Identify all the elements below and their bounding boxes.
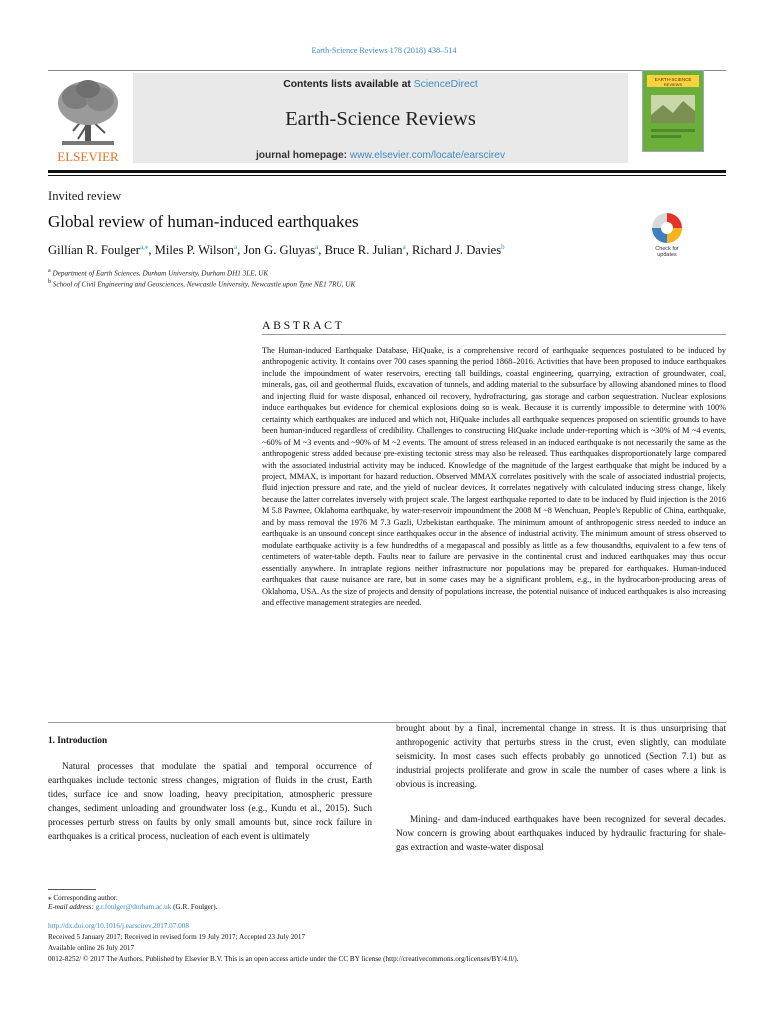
author-list <box>48 243 505 258</box>
affiliation-mark: a <box>48 268 51 274</box>
check-for-updates-badge[interactable] <box>646 211 688 263</box>
affiliation-text: Department of Earth Sciences, Durham University, Durham DH1 3LE, UK <box>52 269 269 278</box>
author-name[interactable]: Gillian R. Foulger <box>48 243 140 257</box>
affiliation-mark: b <box>48 279 51 285</box>
author-separator: , <box>405 243 412 257</box>
available-online: Available online 26 July 2017 <box>48 944 135 952</box>
received-dates: Received 5 January 2017; Received in revised form 19 July 2017; Accepted 23 July 2017 <box>48 933 306 941</box>
cover-subtitle: REVIEWS <box>663 82 683 87</box>
author-separator: , <box>318 243 325 257</box>
journal-title: Earth-Science Reviews <box>285 108 476 130</box>
header-thick-rule <box>48 170 726 173</box>
abstract-text: The Human-induced Earthquake Database, HiQuake, is a comprehensive record of earthquake sequences postulated to be induced by anthropogenic activity. It contains over 700 cases spanning the period 1868–2016. Activities that have been proposed to induce earthquakes include the impoundment of water reservoirs, erecting tall buildings, coastal engineering, quarrying, extraction of groundwater, coal, minerals, gas, oil and geothermal fluids, excavation of tunnels, and adding material to the subsurface by allowing abandoned mines to flood and injecting fluid for waste disposal, enhanced oil recovery, hydrofracturing, gas storage and carbon sequestration. Nuclear explosions induce earthquakes but evidence for chemical explosions doing so is weak. Because it is currently impossible to determine with 100% certainty which earthquakes are induced and which not, HiQuake includes all earthquake sequences proposed on scientific grounds to have been human-induced regardless of credibility. Challenges to constructing HiQuake include under-reporting which is ~30% of M ~4 events, ~60% of M ~3 events and ~90% of M ~2 events. The amount of stress released in an induced earthquake is not necessarily the same as the anthropogenic stress added because pre-existing tectonic stress may also be released. Thus earthquakes disproportionately large compared with the associated industrial activity may be induced. Knowledge of the magnitude of the largest earthquake that might be induced by a project, MMAX, is important for hazard reduction. Observed MMAX correlates positively with the scale of associated industrial projects, fluid injection pressure and rate, and the yield of nuclear devices. It correlates negatively with calculated inducing stress change, likely because the latter correlates inversely with project scale. The largest earthquake reported to date to be induced by fluid injection is the 2016 M 5.8 Pawnee, Oklahoma earthquake, by water-reservoir impoundment the 2008 M ~8 Wenchuan, People's Republic of China, earthquake, and by mass removal the 1976 M 7.3 Gazli, Uzbekistan earthquake. The minimum amount of anthropogenic stress needed to induce an earthquake is an unsound concept since earthquakes occur in the absence of industrial activity. The minimum amount of stress observed to modulate earthquake activity is a few hundredths of a megapascal and possibly as little as a few thousandths, equivalent to a few tens of centimeters of water-table depth. Faults near to failure are pervasive in the continental crust and induced earthquakes may thus occur essentially anywhere. In intraplate regions neither infrastructure nor populations may be prepared for earthquakes. Human-induced earthquakes that cause nuisance are rare, but in some cases may be a significant problem, e.g., in the hydrocarbon-producing areas of Oklahoma, USA. As the size of projects and density of populations increase, the potential nuisance of induced earthquakes is also increasing and effective management strategies are needed. <box>262 346 726 607</box>
footnote-rule <box>48 889 96 890</box>
homepage-prefix: journal homepage: <box>255 150 350 161</box>
section-heading-introduction: 1. Introduction <box>48 735 108 745</box>
author-affiliation-mark[interactable]: a <box>315 242 319 251</box>
affiliation-text: School of Civil Engineering and Geosciences, Newcastle University, Newcastle upon Tyne NE1 7RU, UK <box>52 280 356 289</box>
body-column-2-paragraph-1: brought about by a final, incremental change in stress. It is thus unsurprising that anthropogenic activity that perturbs stress in the crust, even slightly, can modulate seismicity. In most cases such effects probably go unnoticed (Section 7.1) but as industrial projects proliferate and grow in scale the number of cases where a link is obvious is increasing. <box>396 724 726 791</box>
abstract-rule <box>262 334 726 335</box>
email-label: E-mail address: <box>48 903 96 911</box>
author-separator: , <box>148 243 155 257</box>
cover-image-icon <box>643 71 703 151</box>
cover-title: EARTH-SCIENCE <box>654 77 692 82</box>
author-name[interactable]: Richard J. Davies <box>411 243 502 257</box>
doi-link[interactable]: http://dx.doi.org/10.1016/j.earscirev.2017.07.008 <box>48 922 189 930</box>
journal-homepage <box>133 150 628 161</box>
abstract-heading: ABSTRACT <box>262 318 345 332</box>
contents-prefix: Contents lists available at <box>283 79 414 90</box>
affiliation-b <box>48 279 355 288</box>
body-column-1-paragraph: Natural processes that modulate the spatial and temporal occurrence of earthquakes include tectonic stress changes, migration of fluids in the crust, Earth tides, surface ice and snow loading, heavy precipitation, atmospheric pressure changes, sediment unloading and groundwater loss (e.g., Kundu et al., 2015). Such processes perturb stress on faults by only small amounts but, since rock failure in earthquakes is a critical process, nucleation of each event is ultimately <box>48 762 372 843</box>
email-line <box>48 903 217 911</box>
author-affiliation-mark[interactable]: a,⁎ <box>140 242 149 251</box>
elsevier-tree-icon <box>48 73 128 165</box>
author-affiliation-mark[interactable]: b <box>501 242 505 251</box>
sciencedirect-link[interactable]: ScienceDirect <box>413 79 478 90</box>
email-link[interactable]: g.r.foulger@durham.ac.uk <box>95 903 172 911</box>
author-affiliation-mark[interactable]: a <box>234 242 238 251</box>
article-type: Invited review <box>48 189 122 203</box>
author-affiliation-mark[interactable]: a <box>402 242 406 251</box>
license-line: 0012-8252/ © 2017 The Authors. Published by Elsevier B.V. This is an open access article under the CC BY license (http://creativecommons.org/licenses/BY/4.0/). <box>48 955 519 963</box>
journal-cover-thumbnail[interactable] <box>642 70 704 152</box>
homepage-link[interactable]: www.elsevier.com/locate/earscirev <box>349 150 506 161</box>
contents-line <box>133 79 628 90</box>
affiliation-a <box>48 268 268 277</box>
check-updates-icon <box>646 211 688 263</box>
author-name[interactable]: Bruce R. Julian <box>324 243 403 257</box>
body-column-2-paragraph-2: Mining- and dam-induced earthquakes have been recognized for several decades. Now concern is growing about earthquakes induced by hydraulic fracturing for shale-gas extraction and waste-water disposal <box>396 815 726 854</box>
author-separator: , <box>237 243 244 257</box>
email-suffix: (G.R. Foulger). <box>171 903 218 911</box>
elsevier-wordmark: ELSEVIER <box>57 149 119 164</box>
elsevier-logo <box>48 73 128 165</box>
author-name[interactable]: Jon G. Gluyas <box>243 243 316 257</box>
article-title: Global review of human-induced earthquakes <box>48 212 359 231</box>
header-thin-rule <box>48 175 726 176</box>
check-updates-label: Check for updates <box>655 246 679 258</box>
journal-reference[interactable]: Earth-Science Reviews 178 (2018) 438–514 <box>311 46 457 55</box>
author-name[interactable]: Miles P. Wilson <box>154 243 235 257</box>
header-top-rule <box>48 70 726 71</box>
corresponding-author-note: ⁎ Corresponding author. <box>48 894 118 902</box>
